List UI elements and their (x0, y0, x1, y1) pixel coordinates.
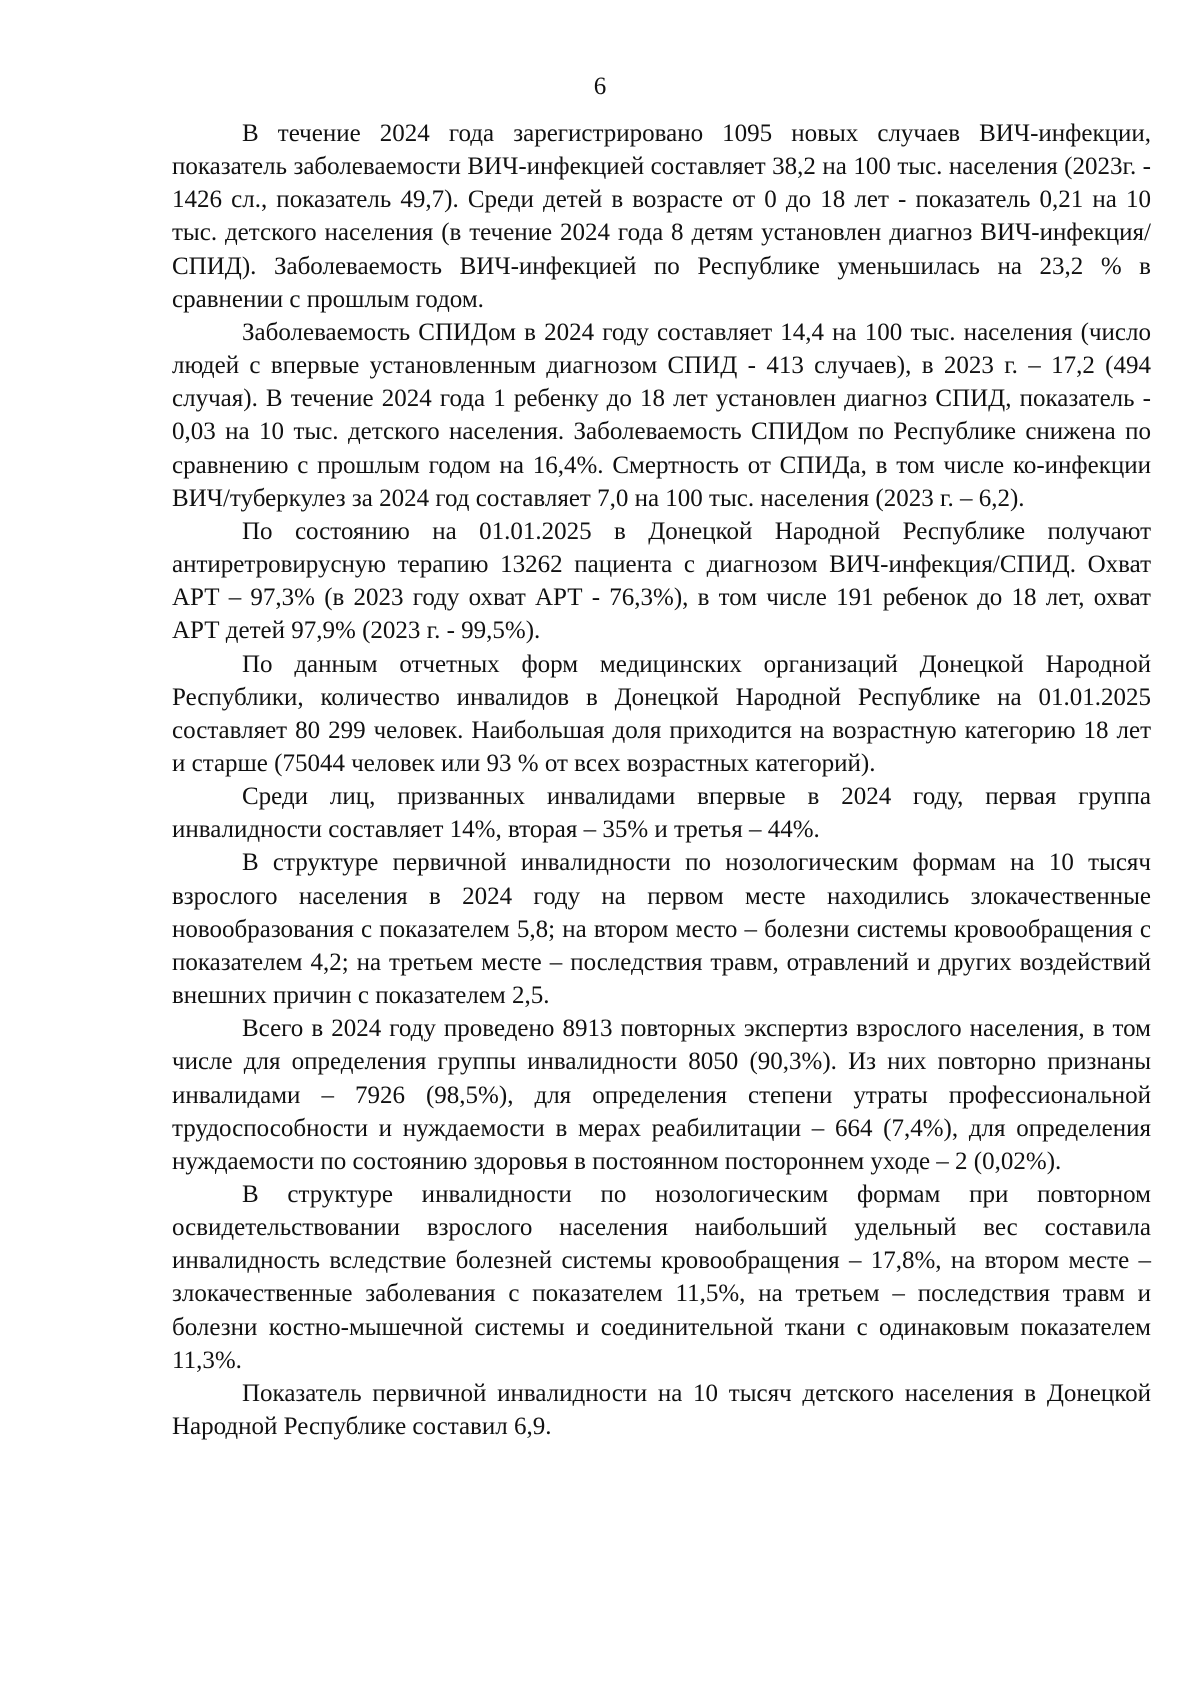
paragraph-art-coverage: По состоянию на 01.01.2025 в Донецкой Народной Республике получают антиретровирусную терапию 13262 пациента с диагнозом ВИЧ-инфекция/СПИД. Охват АРТ – 97,3% (в 2023 году охват АРТ - 76,3%), в том числе 191 ребенок до 18 лет, охват АРТ детей 97,9% (2023 г. - 99,5%). (172, 517, 1151, 645)
paragraph-hiv-incidence: В течение 2024 года зарегистрировано 1095 новых случаев ВИЧ-инфекции, показатель заболеваемости ВИЧ-инфекцией составляет 38,2 на 100 тыс. населения (2023г. - 1426 сл., показатель 49,7). Среди детей в возрасте от 0 до 18 лет - показатель 0,21 на 10 тыс. детского населения (в течение 2024 года 8 детям установлен диагноз ВИЧ-инфекция/СПИД). Заболеваемость ВИЧ-инфекцией по Республике уменьшилась на 23,2 % в сравнении с прошлым годом. (172, 120, 1151, 313)
paragraph-repeat-disability-structure: В структуре инвалидности по нозологическим формам при повторном освидетельствовании взрослого населения наибольший удельный вес составила инвалидность вследствие болезней системы кровообращения – 17,8%, на втором месте – злокачественные заболевания с показателем 11,5%, на третьем – последствия травм и болезни костно-мышечной системы и соединительной ткани с одинаковым показателем 11,3%. (172, 1181, 1151, 1374)
paragraph-aids-incidence: Заболеваемость СПИДом в 2024 году составляет 14,4 на 100 тыс. населения (число людей с впервые установленным диагнозом СПИД - 413 случаев), в 2023 г. – 17,2 (494 случая). В течение 2024 года 1 ребенку до 18 лет установлен диагноз СПИД, показатель - 0,03 на 10 тыс. детского населения. Заболеваемость СПИДом по Республике снижена по сравнению с прошлым годом на 16,4%. Смертность от СПИДа, в том числе ко-инфекции ВИЧ/туберкулез за 2024 год составляет 7,0 на 100 тыс. населения (2023 г. – 6,2). (172, 318, 1151, 512)
paragraph-repeat-examinations: Всего в 2024 году проведено 8913 повторных экспертиз взрослого населения, в том числе для определения группы инвалидности 8050 (90,3%). Из них повторно признаны инвалидами – 7926 (98,5%), для определения степени утраты профессиональной трудоспособности и нуждаемости в мерах реабилитации – 664 (7,4%), для определения нуждаемости по состоянию здоровья в постоянном постороннем уходе – 2 (0,02%). (172, 1015, 1151, 1175)
document-body (172, 117, 1151, 1443)
paragraph-child-disability: Показатель первичной инвалидности на 10 тысяч детского населения в Донецкой Народной Республике составил 6,9. (172, 1379, 1151, 1441)
paragraph-primary-disability-structure: В структуре первичной инвалидности по нозологическим формам на 10 тысяч взрослого населения в 2024 году на первом месте находились злокачественные новообразования с показателем 5,8; на втором место – болезни системы кровообращения с показателем 4,2; на третьем месте – последствия травм, отравлений и других воздействий внешних причин с показателем 2,5. (172, 849, 1151, 1010)
page-number: 6 (593, 73, 607, 100)
paragraph-disabled-count: По данным отчетных форм медицинских организаций Донецкой Народной Республики, количество инвалидов в Донецкой Народной Республике на 01.01.2025 составляет 80 299 человек. Наибольшая доля приходится на возрастную категорию 18 лет и старше (75044 человек или 93 % от всех возрастных категорий). (172, 650, 1151, 777)
paragraph-disability-groups: Среди лиц, призванных инвалидами впервые в 2024 году, первая группа инвалидности составляет 14%, вторая – 35% и третья – 44%. (172, 783, 1151, 844)
